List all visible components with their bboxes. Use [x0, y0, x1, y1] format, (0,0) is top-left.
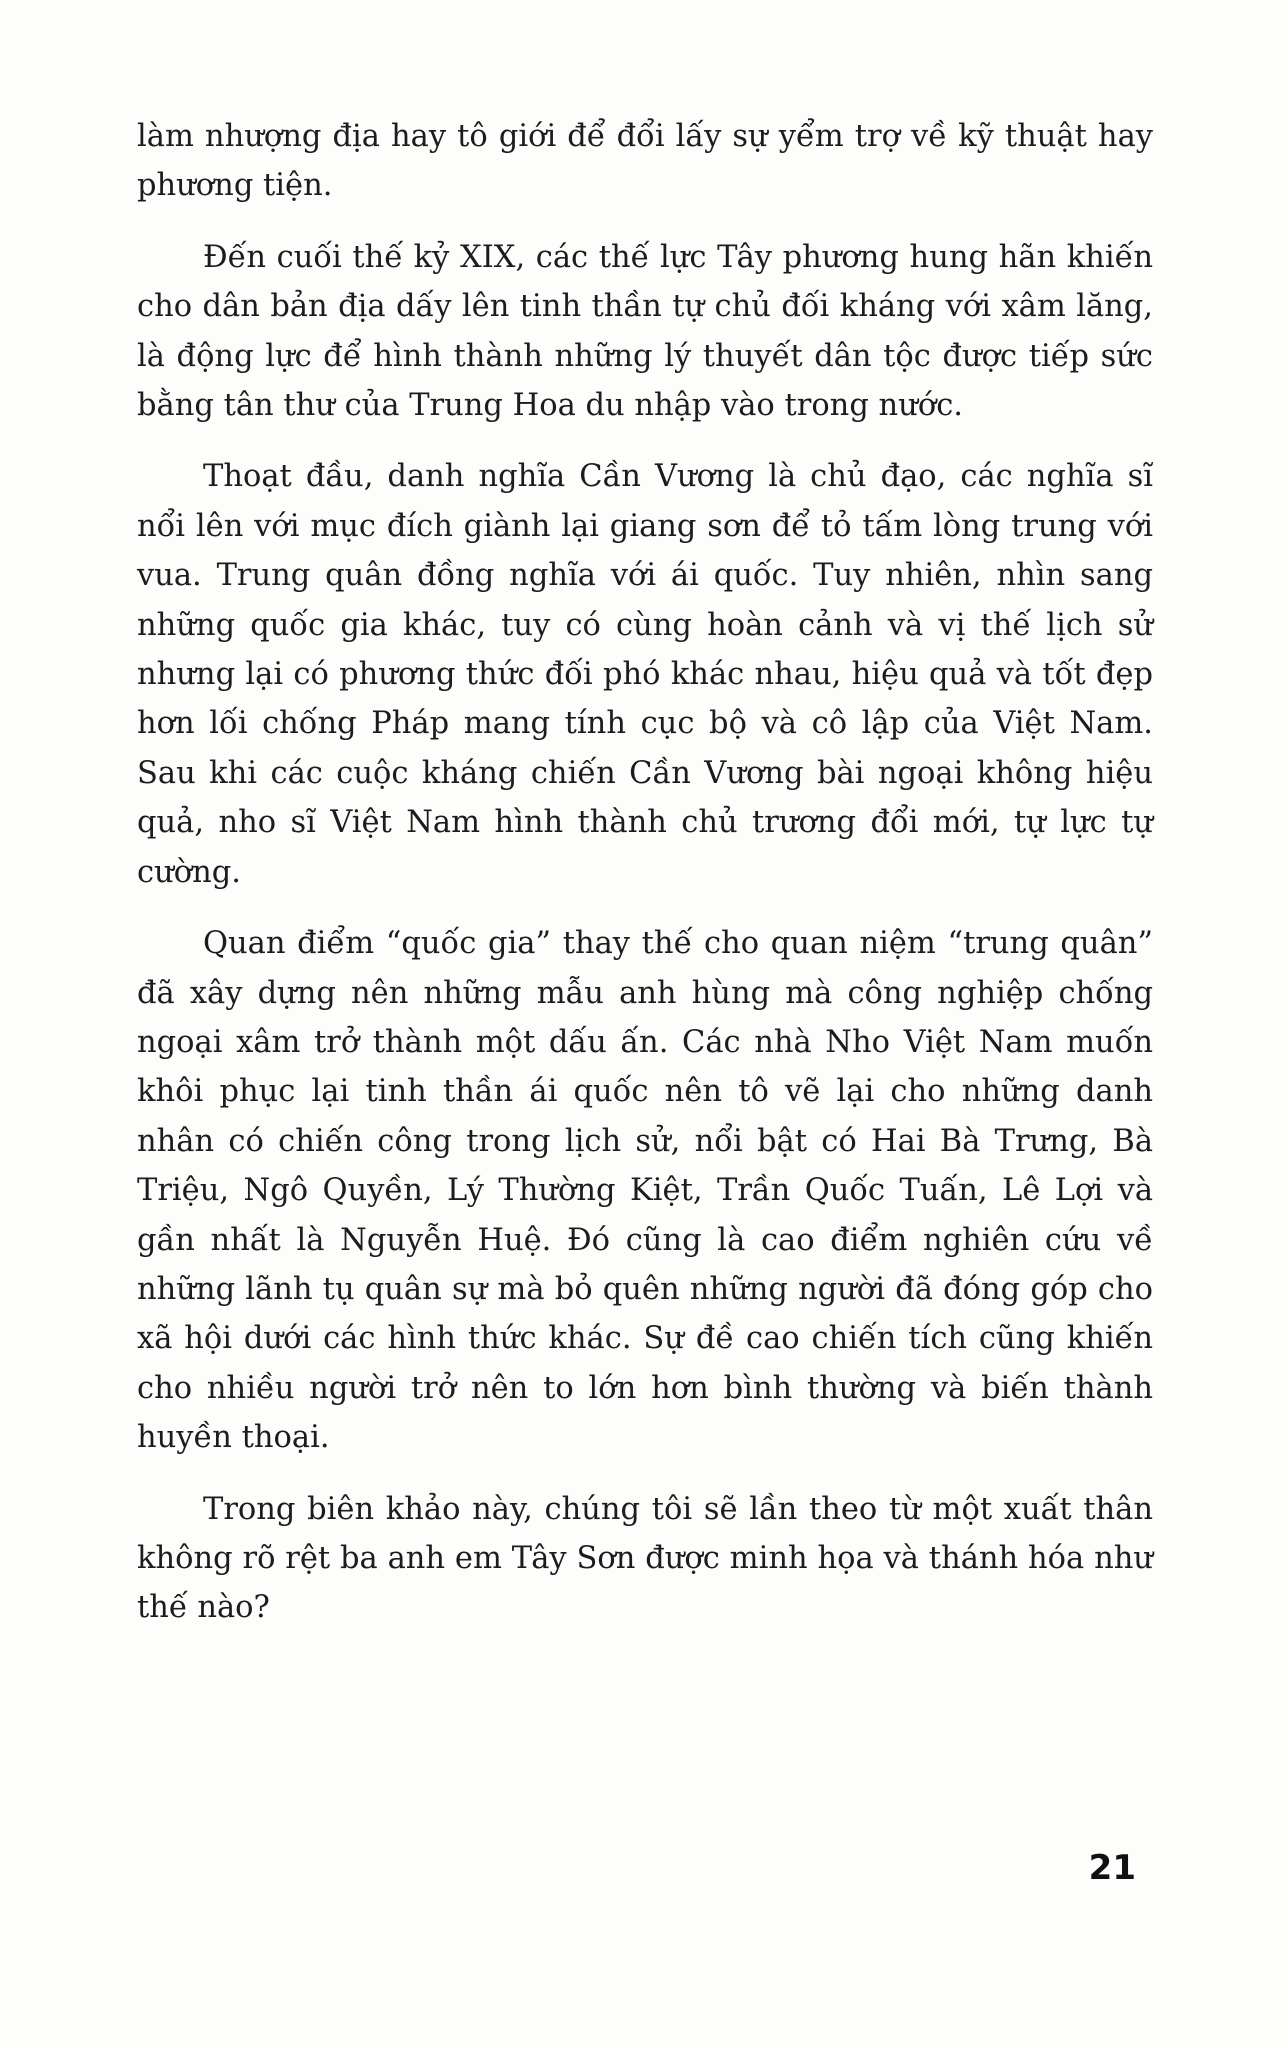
paragraph-3: Thoạt đầu, danh nghĩa Cần Vương là chủ đạo, các nghĩa sĩ nổi lên với mục đích giành lại giang sơn để tỏ tấm lòng trung với vua. Trung quân đồng nghĩa với ái quốc. Tuy nhiên, nhìn sang những quốc gia khác, tuy có cùng hoàn cảnh và vị thế lịch sử nhưng lại có phương thức đối phó khác nhau, hiệu quả và tốt đẹp hơn lối chống Pháp mang tính cục bộ và cô lập của Việt Nam. Sau khi các cuộc kháng chiến Cần Vương bài ngoại không hiệu quả, nho sĩ Việt Nam hình thành chủ trương đổi mới, tự lực tự cường.: [137, 459, 1153, 890]
paragraph-5: Trong biên khảo này, chúng tôi sẽ lần theo từ một xuất thân không rõ rệt ba anh em Tây Sơn được minh họa và thánh hóa như thế nào?: [137, 1491, 1153, 1626]
body-text: [137, 112, 1153, 1655]
paragraph-2: Đến cuối thế kỷ XIX, các thế lực Tây phương hung hãn khiến cho dân bản địa dấy lên tinh thần tự chủ đối kháng với xâm lăng, là động lực để hình thành những lý thuyết dân tộc được tiếp sức bằng tân thư của Trung Hoa du nhập vào trong nước.: [137, 239, 1153, 424]
paragraph-4: Quan điểm “quốc gia” thay thế cho quan niệm “trung quân” đã xây dựng nên những mẫu anh hùng mà công nghiệp chống ngoại xâm trở thành một dấu ấn. Các nhà Nho Việt Nam muốn khôi phục lại tinh thần ái quốc nên tô vẽ lại cho những danh nhân có chiến công trong lịch sử, nổi bật có Hai Bà Trưng, Bà Triệu, Ngô Quyền, Lý Thường Kiệt, Trần Quốc Tuấn, Lê Lợi và gần nhất là Nguyễn Huệ. Đó cũng là cao điểm nghiên cứu về những lãnh tụ quân sự mà bỏ quên những người đã đóng góp cho xã hội dưới các hình thức khác. Sự đề cao chiến tích cũng khiến cho nhiều người trở nên to lớn hơn bình thường và biến thành huyền thoại.: [137, 926, 1153, 1456]
page-number: 21: [1088, 1848, 1136, 1888]
paragraph-1: làm nhượng địa hay tô giới để đổi lấy sự yểm trợ về kỹ thuật hay phương tiện.: [137, 119, 1153, 204]
